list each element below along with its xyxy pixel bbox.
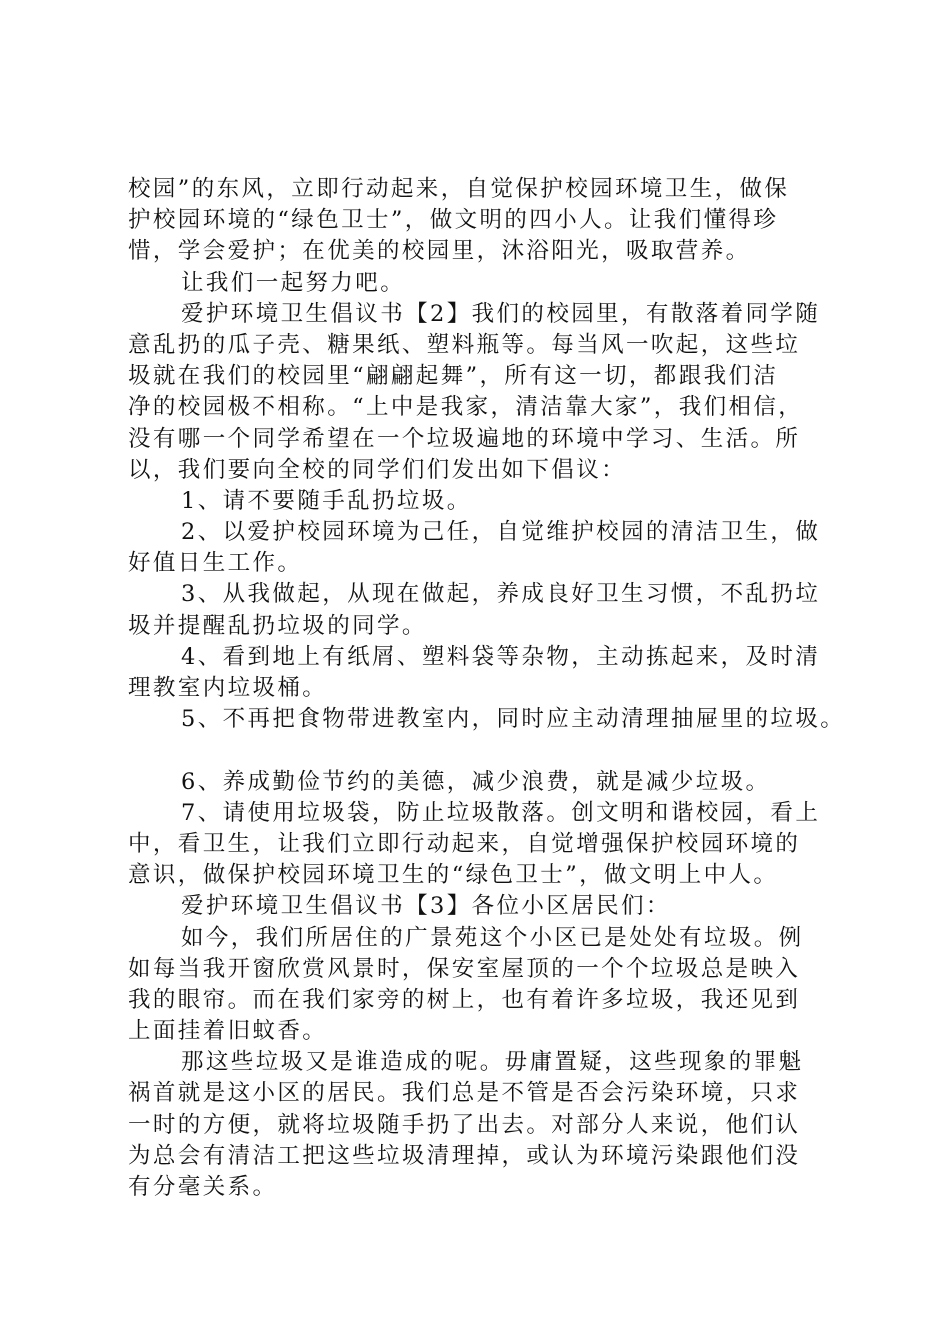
text-line: 让我们一起努力吧。: [181, 269, 406, 296]
text-line: 惜，学会爱护；在优美的校园里，沐浴阳光，吸取营养。: [128, 238, 751, 265]
text-line: 没有哪一个同学希望在一个垃圾遍地的环境中学习、生活。所: [128, 425, 801, 452]
text-line: 圾就在我们的校园里“翩翩起舞”，所有这一切，都跟我们洁: [128, 363, 779, 390]
text-line: 1、请不要随手乱扔垃圾。: [181, 487, 472, 514]
text-line: 6、养成勤俭节约的美德，减少浪费，就是减少垃圾。: [181, 768, 771, 795]
text-line: 3、从我做起，从现在做起，养成良好卫生习惯，不乱扔垃: [181, 581, 821, 608]
text-line: 那这些垃圾又是谁造成的呢。毋庸置疑，这些现象的罪魁: [181, 1049, 804, 1076]
text-line: 以，我们要向全校的同学们们发出如下倡议：: [128, 456, 627, 483]
text-line: 爱护环境卫生倡议书【3】各位小区居民们：: [181, 893, 671, 920]
text-line: 7、请使用垃圾袋，防止垃圾散落。创文明和谐校园，看上: [181, 799, 821, 826]
text-line: 4、看到地上有纸屑、塑料袋等杂物，主动拣起来，及时清: [181, 643, 821, 670]
text-line: 如每当我开窗欣赏风景时，保安室屋顶的一个个垃圾总是映入: [128, 955, 801, 982]
text-line: 校园”的东风，立即行动起来，自觉保护校园环境卫生，做保: [128, 176, 790, 202]
text-line: 好值日生工作。: [128, 550, 303, 577]
text-line: 如今，我们所居住的广景苑这个小区已是处处有垃圾。例: [181, 924, 804, 951]
text-line: 理教室内垃圾桶。: [128, 675, 328, 701]
text-line: 中，看卫生，让我们立即行动起来，自觉增强保护校园环境的: [128, 830, 801, 857]
text-line: 圾并提醒乱扔垃圾的同学。: [128, 612, 427, 639]
body-text: [128, 174, 848, 1203]
text-line: 为总会有清洁工把这些垃圾清理掉，或认为环境污染跟他们没: [128, 1142, 801, 1169]
text-line: 意乱扔的瓜子壳、糖果纸、塑料瓶等。每当风一吹起，这些垃: [128, 331, 801, 358]
text-line: 2、以爱护校园环境为己任，自觉维护校园的清洁卫生，做: [181, 519, 821, 546]
text-line: 我的眼帘。而在我们家旁的树上，也有着许多垃圾，我还见到: [128, 986, 801, 1013]
text-line: 5、不再把食物带进教室内，同时应主动清理抽屉里的垃圾。: [181, 706, 846, 733]
text-line: 爱护环境卫生倡议书【2】我们的校园里，有散落着同学随: [181, 300, 821, 327]
text-line: 净的校园极不相称。“上中是我家，清洁靠大家”，我们相信，: [128, 394, 804, 421]
paragraph-gap: [128, 735, 848, 766]
text-line: 祸首就是这小区的居民。我们总是不管是否会污染环境，只求: [128, 1080, 801, 1107]
text-line: 有分毫关系。: [128, 1174, 278, 1200]
text-line: 护校园环境的“绿色卫士”，做文明的四小人。让我们懂得珍: [128, 207, 779, 234]
text-line: 上面挂着旧蚊香。: [128, 1018, 328, 1045]
text-line: 一时的方便，就将垃圾随手扔了出去。对部分人来说，他们认: [128, 1111, 801, 1138]
text-line: 意识，做保护校园环境卫生的“绿色卫士”，做文明上中人。: [128, 862, 779, 889]
